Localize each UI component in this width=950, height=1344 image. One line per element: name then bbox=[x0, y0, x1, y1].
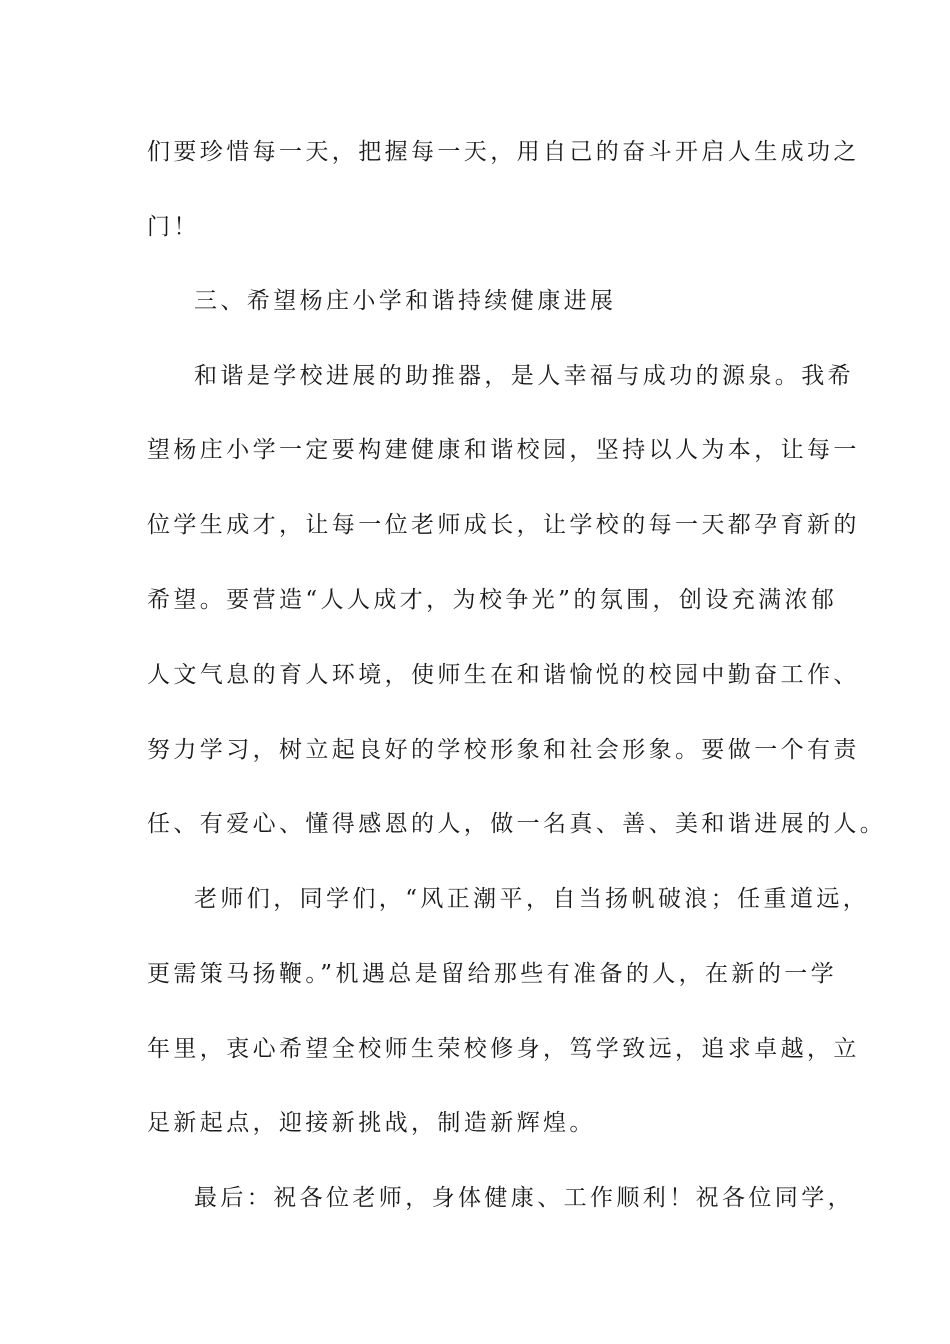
text-line: 希望。要营造“人人成才，为校争光”的氛围，创设充满浓郁 bbox=[147, 587, 838, 613]
text-line: 任、有爱心、懂得感恩的人，做一名真、善、美和谐进展的人。 bbox=[147, 811, 887, 837]
text-line: 人文气息的育人环境，使师生在和谐愉悦的校园中勤奋工作、 bbox=[147, 662, 860, 688]
text-line: 望杨庄小学一定要构建健康和谐校园，坚持以人为本，让每一 bbox=[147, 437, 860, 463]
text-line: 和谐是学校进展的助推器，是人幸福与成功的源泉。我希 bbox=[194, 363, 854, 389]
text-line: 位学生成才，让每一位老师成长，让学校的每一天都孕育新的 bbox=[147, 512, 860, 538]
text-line: 最后：祝各位老师，身体健康、工作顺利！祝各位同学， bbox=[194, 1185, 854, 1211]
text-line: 足新起点，迎接新挑战，制造新辉煌。 bbox=[147, 1110, 596, 1136]
text-line: 年里，衷心希望全校师生荣校修身，笃学致远，追求卓越，立 bbox=[147, 1036, 860, 1062]
text-line: 努力学习，树立起良好的学校形象和社会形象。要做一个有责 bbox=[147, 737, 860, 763]
section-heading: 三、希望杨庄小学和谐持续健康进展 bbox=[194, 288, 617, 314]
text-line: 更需策马扬鞭。”机遇总是留给那些有准备的人，在新的一学 bbox=[147, 961, 838, 987]
text-line: 们要珍惜每一天，把握每一天，用自己的奋斗开启人生成功之 bbox=[147, 139, 860, 165]
text-line: 老师们，同学们，“风正潮平，自当扬帆破浪；任重道远， bbox=[194, 886, 870, 912]
text-line: 门！ bbox=[147, 214, 200, 240]
